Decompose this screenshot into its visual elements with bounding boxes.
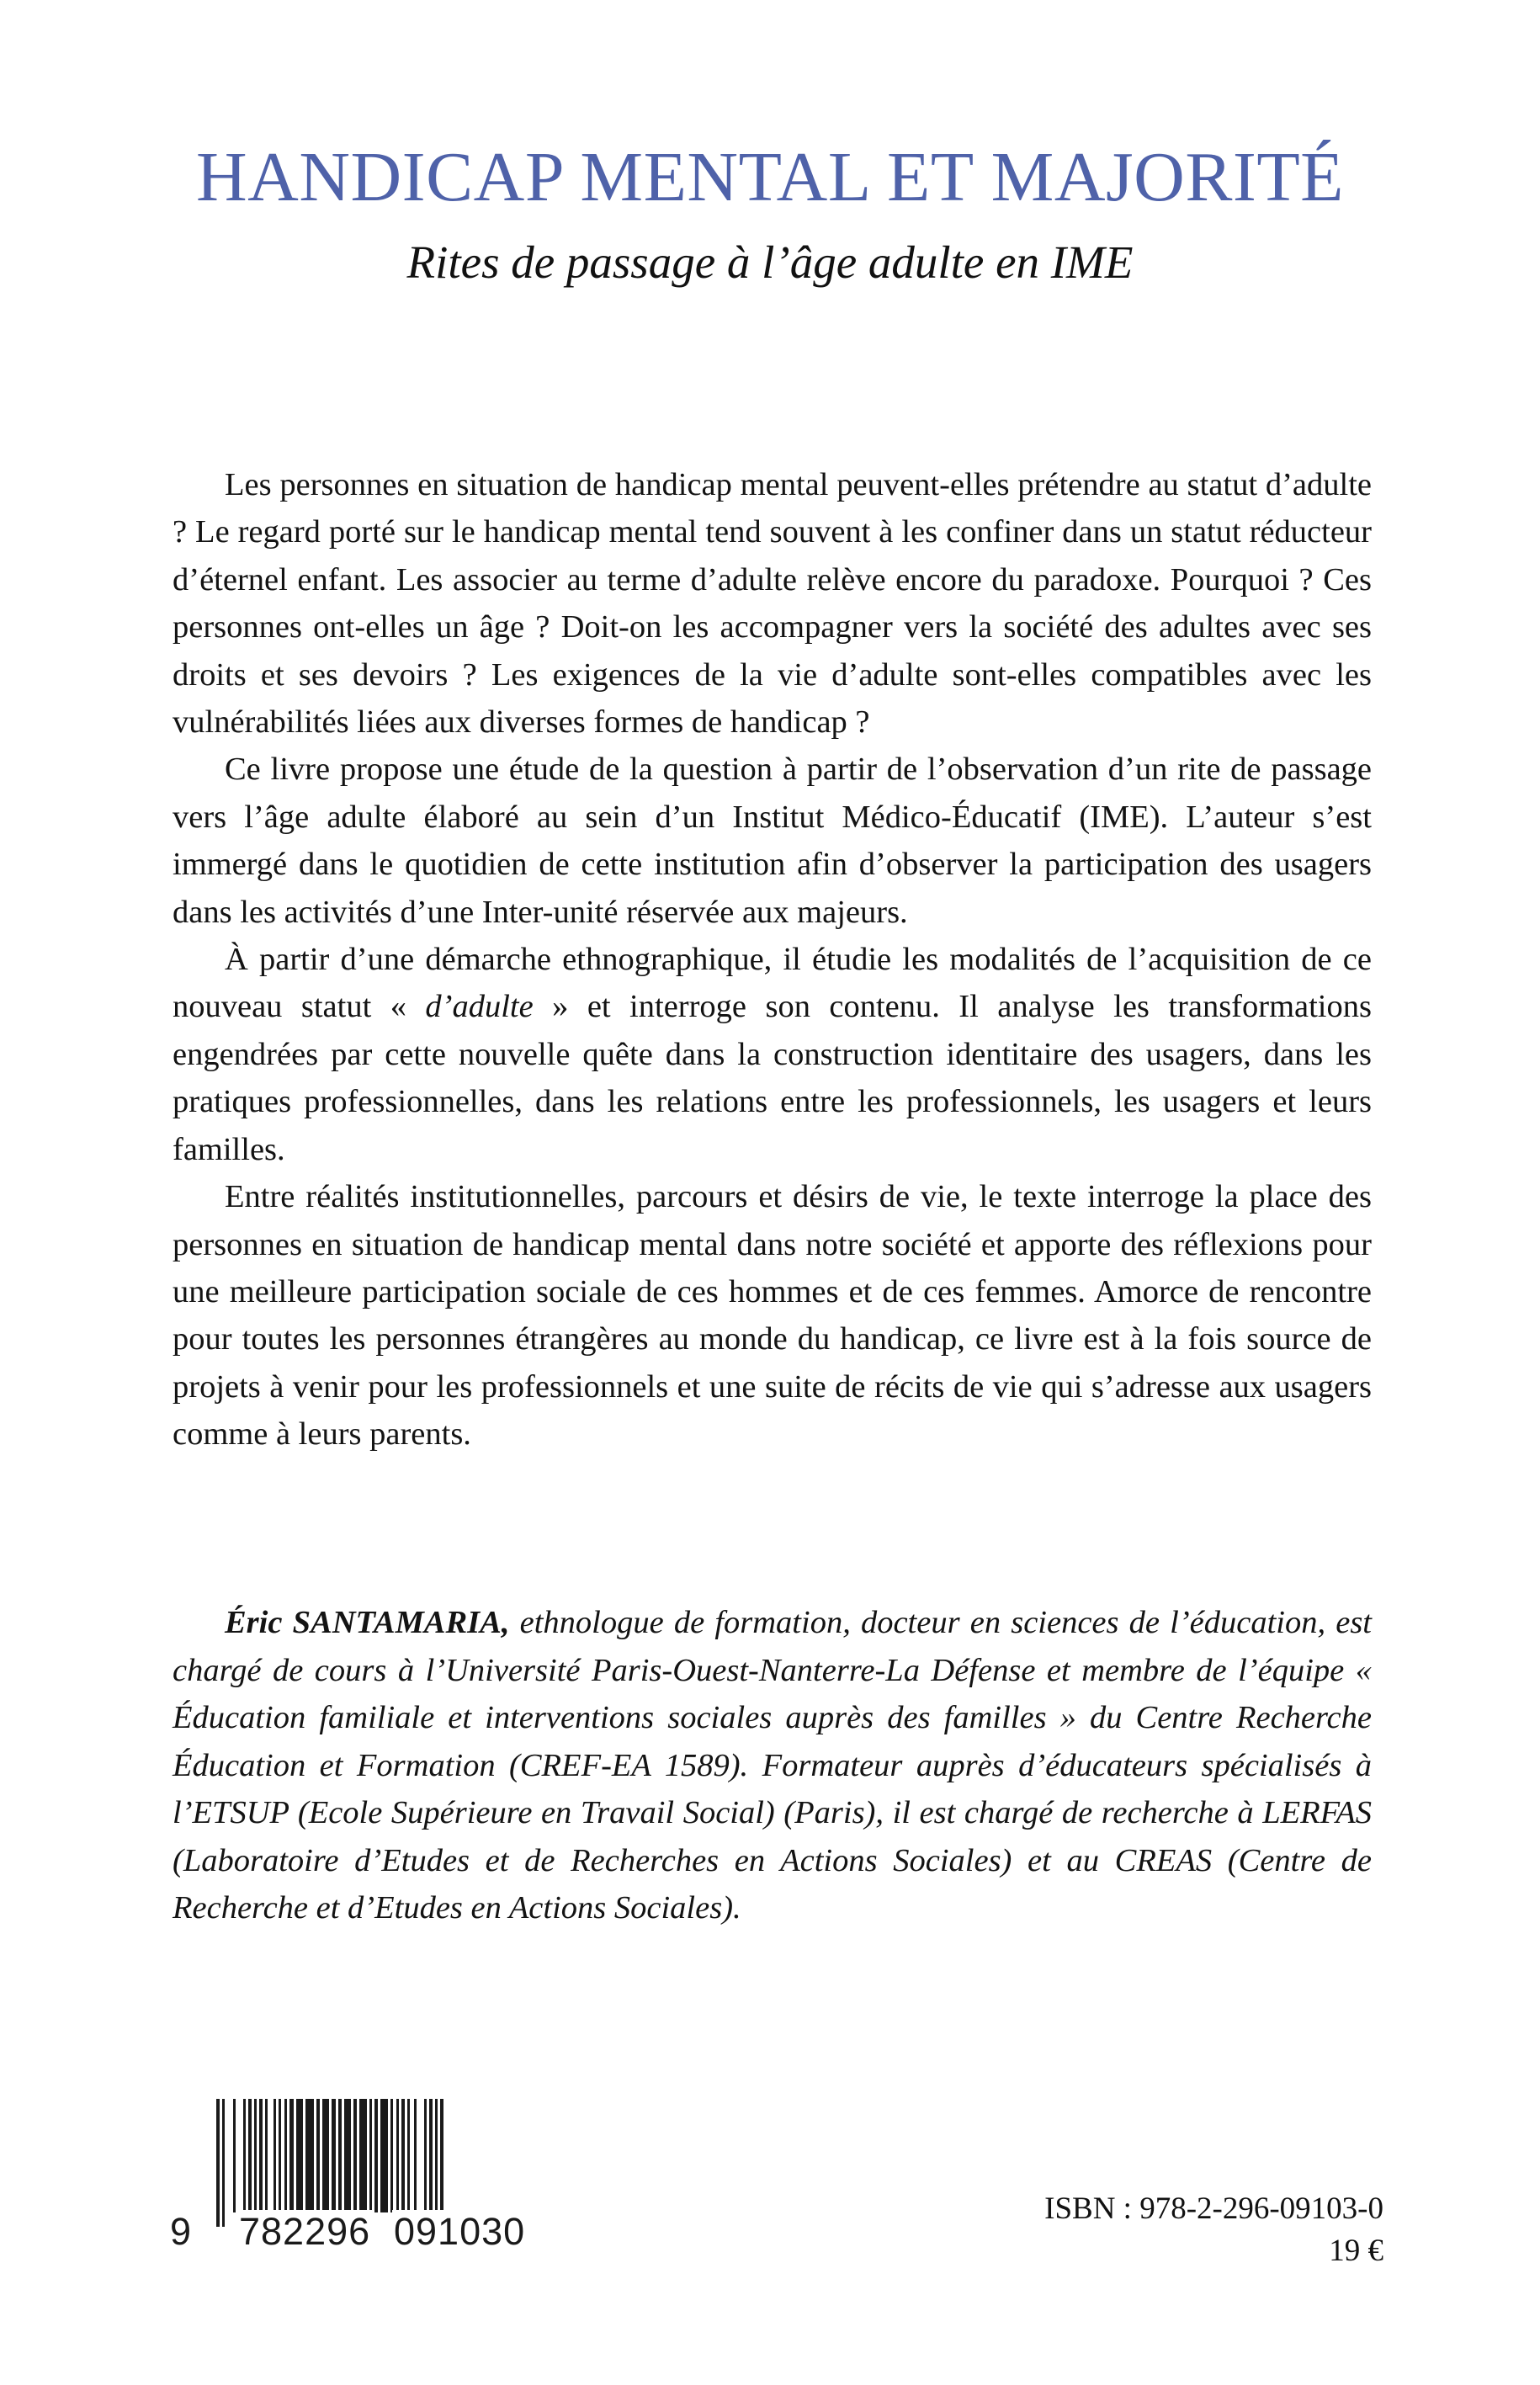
barcode-digits: [168, 2210, 572, 2253]
blurb-paragraph: Entre réalités institutionnelles, parcours et désirs de vie, le texte interroge la place des personnes en situation de handicap mental dans notre société et apporte des réflexions pour une meilleure participation sociale de ces hommes et de ces femmes. Amorce de rencontre pour toutes les personnes étrangères au monde du handicap, ce livre est à la fois source de projets à venir pour les professionnels et une suite de récits de vie qui s’adresse aux usagers comme à leurs parents.: [173, 1179, 1372, 1453]
barcode-left-group: 782296: [239, 2210, 371, 2253]
author-biography: [173, 1599, 1372, 1932]
barcode-lead-digit: 9: [170, 2210, 193, 2253]
isbn-block: [1044, 2188, 1383, 2272]
blurb-paragraph: Les personnes en situation de handicap mental peuvent-elles prétendre au statut d’adulte ? Le regard porté sur le handicap mental tend souvent à les confiner dans un statut réducteur d’éternel enfant. Les associer au terme d’adulte relève encore du paradoxe. Pourquoi ? Ces personnes ont-elles un âge ? Doit-on les accompagner vers la société des adultes avec ses droits et ses devoirs ? Les exigences de la vie d’adulte sont-elles compatibles avec les vulnérabilités liées aux diverses formes de handicap ?: [173, 467, 1372, 741]
author-name: Éric SANTAMARIA,: [225, 1605, 510, 1640]
barcode-bar: [359, 2099, 367, 2212]
blurb-paragraph: À partir d’une démarche ethnographique, il étudie les modalités de l’acquisition de ce nouveau statut « d’adulte » et interroge son contenu. Il analyse les transformations engendrées par cette nouvelle quête dans la construction identitaire des usagers, dans les pratiques professionnelles, dans les relations entre les professionnels, les usagers et leurs familles.: [173, 942, 1372, 1167]
barcode-right-group: 091030: [394, 2210, 526, 2253]
barcode-bar: [380, 2099, 388, 2212]
blurb-text: [173, 461, 1372, 1458]
blurb-paragraph: Ce livre propose une étude de la question à partir de l’observation d’un rite de passage vers l’âge adulte élaboré au sein d’un Institut Médico-Éducatif (IME). L’auteur s’est immergé dans le quotidien de cette institution afin d’observer la participation des usagers dans les activités d’une Inter-unité réservée aux majeurs.: [173, 752, 1372, 930]
barcode-space: [268, 2099, 273, 2212]
barcode-space: [417, 2099, 424, 2212]
barcode-bar: [344, 2099, 351, 2212]
barcode-space: [443, 2099, 446, 2227]
barcode-bars: [216, 2099, 446, 2227]
author-bio-text: ethnologue de formation, docteur en sciences de l’éducation, est chargé de cours à l’Université Paris-Ouest-Nanterre-La Défense et membre de l’équipe « Éducation familiale et interventions sociales auprès des familles » du Centre Recherche Éducation et Formation (CREF-EA 1589). Formateur auprès d’éducateurs spécialisés à l’ETSUP (Ecole Supérieure en Travail Social) (Paris), il est chargé de recherche à LERFAS (Laboratoire d’Etudes et de Recherches en Actions Sociales) et au CREAS (Centre de Recherche et d’Etudes en Actions Sociales).: [173, 1605, 1373, 1926]
isbn-number: ISBN : 978-2-296-09103-0: [1044, 2191, 1383, 2226]
barcode: [168, 2099, 572, 2253]
barcode-bar: [296, 2099, 303, 2212]
barcode-bar: [322, 2099, 329, 2227]
book-title: HANDICAP MENTAL ET MAJORITÉ: [196, 138, 1344, 216]
title-block: [0, 138, 1540, 288]
price: 19 €: [1329, 2234, 1383, 2268]
barcode-space: [236, 2099, 243, 2212]
emphasised-term: d’adulte: [425, 989, 534, 1025]
barcode-bar: [305, 2099, 314, 2212]
barcode-space: [225, 2099, 233, 2227]
book-subtitle: Rites de passage à l’âge adulte en IME: [406, 236, 1134, 288]
